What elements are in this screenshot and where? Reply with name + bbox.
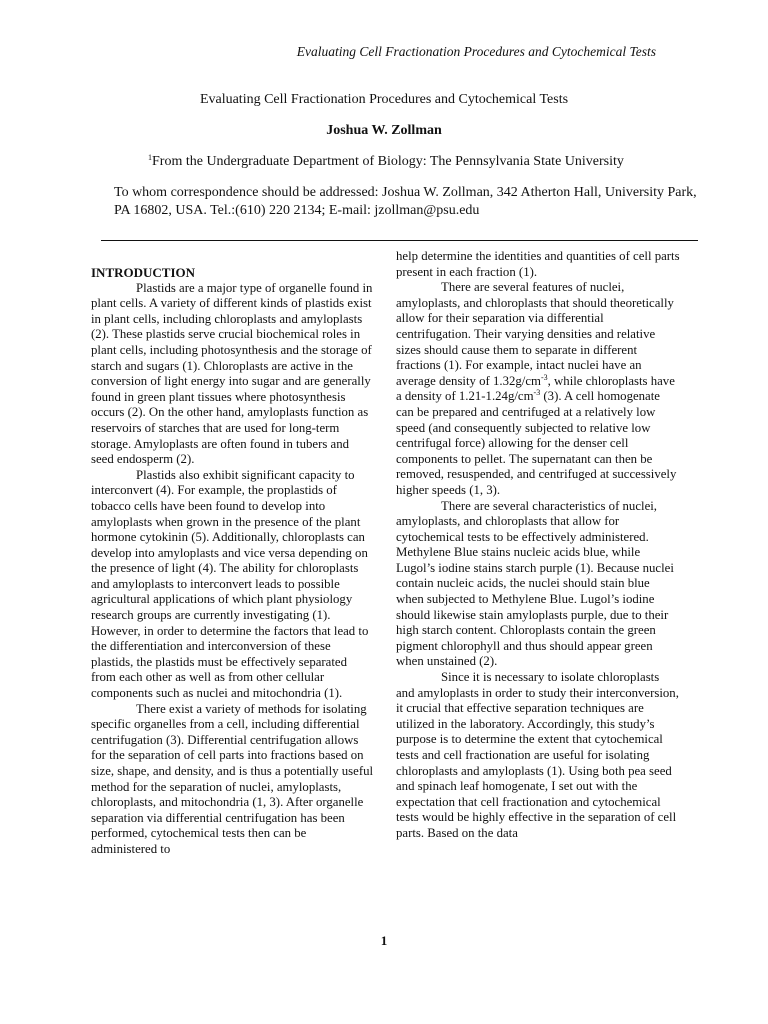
left-column	[91, 265, 374, 858]
paragraph-text: There are several features of nuclei, amyloplasts, and chloroplasts that should theoretically allow for their separation via differential centrifugation. Their varying densities and relative sizes should cause them to separate in different fractions (1). For example, intact nuclei have an average density of 1.32g/cm	[396, 280, 674, 388]
superscript: -3	[540, 372, 548, 382]
paper-title: Evaluating Cell Fractionation Procedures and Cytochemical Tests	[199, 92, 569, 107]
paragraph-text: , while chloroplasts have a density of 1.21-1.24g/cm	[396, 373, 675, 404]
paragraph: Since it is necessary to isolate chloroplasts and amyloplasts in order to study their interconversion, it crucial that effective separation techniques are utilized in the laboratory. Accordingly, this study’s purpose is to determine the extent that cytochemical tests and cell fractionation are useful for isolating chloroplasts and amyloplasts (1). Using both pea seed and spinach leaf homogenate, I set out with the expectation that cell fractionation and cytochemical tests would be highly effective in the separation of cell parts. Based on the data	[396, 670, 679, 840]
page-number: 1	[380, 933, 388, 948]
paragraph: Plastids are a major type of organelle found in plant cells. A variety of different kinds of plastids exist in plant cells, including chloroplasts and amyloplasts (2). These plastids serve crucial biochemical roles in plant cells, including photosynthesis and the storage of starch and sugars (1). Chloroplasts are active in the conversion of light energy into sugar and are generally found in green plant tissues where photosynthesis occurs (2). On the other hand, amyloplasts function as reservoirs of starches that are used for long-term storage. Amyloplasts are often found in tubers and seed endosperm (2).	[91, 280, 373, 467]
correspondence-note: To whom correspondence should be addressed: Joshua W. Zollman, 342 Atherton Hall, University Park, PA 16802, USA. Tel.:(610) 220 2134; E-mail: jzollman@psu.edu	[114, 185, 697, 218]
affiliation	[148, 153, 624, 170]
paragraph	[396, 280, 680, 498]
paragraph-text: (3). A cell homogenate can be prepared and centrifuged at a relatively low speed (and consequently subjected to relative low centrifugal force) allowing for the denser cell components to pellet. The supernatant can then be removed, resuspended, and centrifuged at successively higher speeds (1, 3).	[396, 389, 677, 497]
header-divider	[101, 240, 698, 241]
affiliation-marker: 1	[148, 153, 152, 162]
paragraph: There exist a variety of methods for isolating specific organelles from a cell, including differential centrifugation (3). Differential centrifugation allows for the separation of cell parts into fractions based on size, shape, and density, and is thus a potentially useful method for the separation of nuclei, amyloplasts, chloroplasts, and mitochondria (1, 3). After organelle separation via differential centrifugation has been performed, cytochemical tests then can be administered to	[91, 701, 374, 856]
superscript: -3	[533, 388, 541, 398]
paragraph-continued: help determine the identities and quantities of cell parts present in each fraction (1).	[396, 249, 680, 279]
paragraph: Plastids also exhibit significant capacity to interconvert (4). For example, the proplastids of tobacco cells have been found to develop into amyloplasts when grown in the presence of the plant hormone cytokinin (5). Additionally, chloroplasts can develop into amyloplasts and vice versa depending on the presence of light (4). The ability for chloroplasts and amyloplasts to interconvert leads to possible agricultural applications of which plant physiology research groups are currently investigating (1). However, in order to determine the factors that lead to the differentiation and interconversion of these plastids, the plastids must be effectively separated from each other as well as from other cellular components such as nuclei and mitochondria (1).	[91, 467, 369, 701]
running-head: Evaluating Cell Fractionation Procedures and Cytochemical Tests	[296, 44, 656, 59]
section-heading-introduction: INTRODUCTION	[91, 265, 196, 280]
author-name: Joshua W. Zollman	[326, 123, 442, 138]
paragraph: There are several characteristics of nuclei, amyloplasts, and chloroplasts that allow for cytochemical tests to be effectively administered. Methylene Blue stains nucleic acids blue, while Lugol’s iodine stains starch purple (1). Because nuclei contain nucleic acids, the nuclei should stain blue when subjected to Methylene Blue. Lugol’s iodine should likewise stain amyloplasts purple, due to their high starch content. Chloroplasts contain the green pigment chlorophyll and thus should appear green when unstained (2).	[396, 498, 674, 669]
right-column	[396, 249, 680, 842]
affiliation-text: From the Undergraduate Department of Biology: The Pennsylvania State University	[152, 154, 624, 169]
